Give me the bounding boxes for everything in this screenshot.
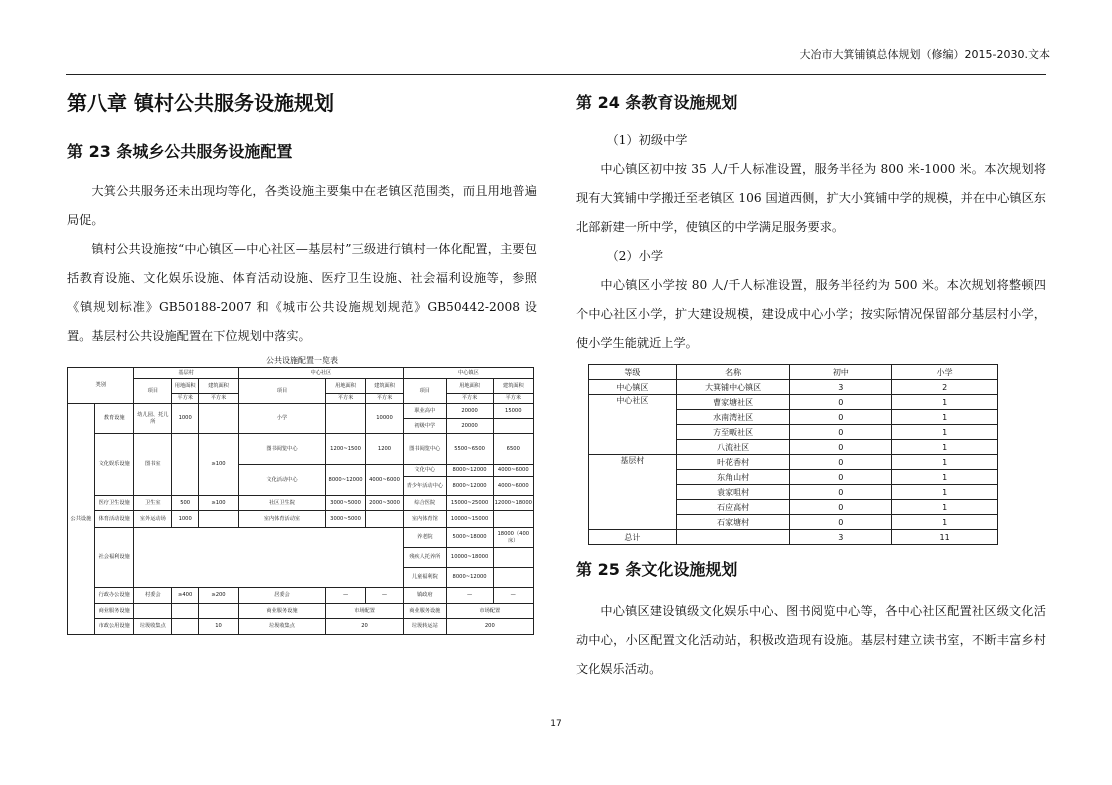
cell: 5000~18000 bbox=[446, 528, 493, 548]
cell: 5500~6500 bbox=[446, 434, 493, 465]
cat-municipal: 市政公用设施 bbox=[94, 619, 134, 635]
table-row-total bbox=[589, 530, 998, 545]
th-land: 用地面积 bbox=[446, 379, 493, 394]
cell bbox=[134, 528, 404, 588]
cell: 养老院 bbox=[403, 528, 446, 548]
cell: 石应高村 bbox=[676, 500, 790, 515]
cell: 图书阅览中心 bbox=[238, 434, 325, 465]
cell: 图书阅览中心 bbox=[403, 434, 446, 465]
paragraph-primary: 中心镇区小学按 80 人/千人标准设置，服务半径约为 500 米。本次规划将整顿四个中心社区小学，扩大建设规模，建设成中心小学；按实际情况保留部分基层村小学，使小学生能就近上学。 bbox=[576, 278, 1046, 350]
cell: 10000 bbox=[366, 404, 404, 434]
cell: ≥100 bbox=[199, 496, 239, 511]
cell: 10000~15000 bbox=[446, 511, 493, 528]
cell: 18000（400 床） bbox=[493, 528, 533, 548]
cell: 商业服务设施 bbox=[403, 604, 446, 619]
header-rule bbox=[66, 74, 1046, 75]
cell: 村委会 bbox=[134, 588, 172, 604]
cell: 0 bbox=[790, 410, 892, 425]
cell: ≥200 bbox=[199, 588, 239, 604]
cell: 3 bbox=[790, 530, 892, 545]
chapter-title: 第八章 镇村公共服务设施规划 bbox=[67, 91, 334, 115]
cell bbox=[493, 419, 533, 434]
cell: 6500 bbox=[493, 434, 533, 465]
th-primary: 小学 bbox=[892, 365, 998, 380]
cell: 1200~1500 bbox=[326, 434, 366, 465]
cell bbox=[199, 604, 239, 619]
cell: 8000~12000 bbox=[446, 465, 493, 477]
cell: 1 bbox=[892, 425, 998, 440]
cell: 1 bbox=[892, 500, 998, 515]
cat-commerce: 商业服务设施 bbox=[94, 604, 134, 619]
cell: 3 bbox=[790, 380, 892, 395]
cell: 0 bbox=[790, 515, 892, 530]
cat-education: 教育设施 bbox=[94, 404, 134, 434]
th-build: 建筑面积 bbox=[493, 379, 533, 394]
cat-admin: 行政办公设施 bbox=[94, 588, 134, 604]
cell: — bbox=[326, 588, 366, 604]
cell: 文化中心 bbox=[403, 465, 446, 477]
table-row bbox=[589, 380, 998, 395]
th-land: 用地面积 bbox=[172, 379, 199, 394]
th-unit: 平方米 bbox=[326, 394, 366, 404]
cell: 20000 bbox=[446, 419, 493, 434]
cell: 中心社区 bbox=[589, 395, 677, 455]
th-unit: 平方米 bbox=[366, 394, 404, 404]
cell: 垃圾收集点 bbox=[238, 619, 325, 635]
cell: 职业高中 bbox=[403, 404, 446, 419]
th-name: 名称 bbox=[676, 365, 790, 380]
cell: 青少年活动中心 bbox=[403, 477, 446, 496]
th-build: 建筑面积 bbox=[199, 379, 239, 394]
table-row bbox=[589, 455, 998, 470]
cell: 总计 bbox=[589, 530, 677, 545]
cat-sport: 体育活动设施 bbox=[94, 511, 134, 528]
th-item: 项目 bbox=[238, 379, 325, 404]
cell: 0 bbox=[790, 395, 892, 410]
cell: 8000~12000 bbox=[446, 568, 493, 588]
cell: 初级中学 bbox=[403, 419, 446, 434]
th-type: 类别 bbox=[68, 368, 134, 404]
cell: 石家塘村 bbox=[676, 515, 790, 530]
cell: — bbox=[446, 588, 493, 604]
cell bbox=[326, 404, 366, 434]
cell: 垃圾收集点 bbox=[134, 619, 172, 635]
section-23-title: 第 23 条城乡公共服务设施配置 bbox=[67, 142, 293, 161]
section-25-title: 第 25 条文化设施规划 bbox=[576, 560, 738, 579]
cell: 1 bbox=[892, 455, 998, 470]
cell: 1000 bbox=[172, 404, 199, 434]
running-header: 大冶市大箕铺镇总体规划（修编）2015-2030.文本 bbox=[799, 48, 1050, 61]
cell: — bbox=[493, 588, 533, 604]
cell: 曹家塘社区 bbox=[676, 395, 790, 410]
cell: 叶花香村 bbox=[676, 455, 790, 470]
cell: ≥400 bbox=[172, 588, 199, 604]
paragraph-1: 大箕公共服务还未出现均等化，各类设施主要集中在老镇区范围类，而且用地普遍局促。 bbox=[67, 184, 537, 227]
cell: 方至畈社区 bbox=[676, 425, 790, 440]
cell: 1 bbox=[892, 440, 998, 455]
cell bbox=[366, 511, 404, 528]
section-24-title: 第 24 条教育设施规划 bbox=[576, 93, 738, 112]
th-item: 项目 bbox=[403, 379, 446, 404]
cell: 袁家咀村 bbox=[676, 485, 790, 500]
left-column bbox=[67, 86, 537, 635]
cell: 室内体育活动室 bbox=[238, 511, 325, 528]
cell bbox=[172, 604, 199, 619]
cell: 小学 bbox=[238, 404, 325, 434]
cell: 1 bbox=[892, 485, 998, 500]
cell: 15000~25000 bbox=[446, 496, 493, 511]
cell: 1 bbox=[892, 410, 998, 425]
cell: 0 bbox=[790, 455, 892, 470]
cell: 大箕铺中心镇区 bbox=[676, 380, 790, 395]
page-number: 17 bbox=[550, 719, 562, 729]
cell: 卫生室 bbox=[134, 496, 172, 511]
th-land: 用地面积 bbox=[326, 379, 366, 394]
cat-welfare: 社会福利设施 bbox=[94, 528, 134, 588]
cell: 0 bbox=[790, 470, 892, 485]
cell bbox=[493, 568, 533, 588]
cell: 0 bbox=[790, 425, 892, 440]
school-table bbox=[588, 364, 998, 545]
th-unit: 平方米 bbox=[446, 394, 493, 404]
cell: 0 bbox=[790, 440, 892, 455]
cell: 200 bbox=[446, 619, 533, 635]
table-header-row bbox=[589, 365, 998, 380]
cell: 10000~18000 bbox=[446, 548, 493, 568]
cell: 图书室 bbox=[134, 434, 172, 496]
cell: 0 bbox=[790, 485, 892, 500]
paragraph-junior: 中心镇区初中按 35 人/千人标准设置，服务半径为 800 米-1000 米。本次规划将现有大箕铺中学搬迁至老镇区 106 国道西侧，扩大小箕铺中学的规模，并在中心镇区东北部新建一所中学，使镇区的中学满足服务要求。 bbox=[576, 162, 1046, 234]
th-item: 项目 bbox=[134, 379, 172, 404]
cell: 市场配置 bbox=[326, 604, 404, 619]
table-row bbox=[589, 395, 998, 410]
cell: 8000~12000 bbox=[446, 477, 493, 496]
cell: 3000~5000 bbox=[326, 511, 366, 528]
cell: 1 bbox=[892, 470, 998, 485]
th-center-town: 中心镇区 bbox=[403, 368, 533, 379]
right-column bbox=[576, 86, 1046, 684]
cell: 室内体育馆 bbox=[403, 511, 446, 528]
cat-public: 公共设施 bbox=[68, 404, 95, 635]
cell: 镇政府 bbox=[403, 588, 446, 604]
cell: 0 bbox=[790, 500, 892, 515]
cell: 居委会 bbox=[238, 588, 325, 604]
th-build: 建筑面积 bbox=[366, 379, 404, 394]
cell: 4000~6000 bbox=[493, 477, 533, 496]
cell: 11 bbox=[892, 530, 998, 545]
cell: 2000~3000 bbox=[366, 496, 404, 511]
cell: 儿童福利院 bbox=[403, 568, 446, 588]
cell: 4000~6000 bbox=[493, 465, 533, 477]
cell: 1000 bbox=[172, 511, 199, 528]
cat-culture: 文化娱乐设施 bbox=[94, 434, 134, 496]
th-center-community: 中心社区 bbox=[238, 368, 403, 379]
cell: 社区卫生院 bbox=[238, 496, 325, 511]
cell: — bbox=[366, 588, 404, 604]
cell: 残疾人托养所 bbox=[403, 548, 446, 568]
cell: 8000~12000 bbox=[326, 465, 366, 496]
paragraph-2: 镇村公共设施按“中心镇区—中心社区—基层村”三级进行镇村一体化配置，主要包括教育设施、文化娱乐设施、体育活动设施、医疗卫生设施、社会福利设施等，参照《镇规划标准》GB50188-2007 和《城市公共设施规划规范》GB50442-2008 设置。基层村公共设施配置在下位规划中落实。 bbox=[67, 242, 537, 343]
subheading-primary: （2）小学 bbox=[606, 249, 664, 263]
th-level: 等级 bbox=[589, 365, 677, 380]
th-unit: 平方米 bbox=[493, 394, 533, 404]
cell bbox=[134, 604, 172, 619]
cell: 20000 bbox=[446, 404, 493, 419]
cell: 15000 bbox=[493, 404, 533, 419]
cell: 综合医院 bbox=[403, 496, 446, 511]
cell bbox=[172, 619, 199, 635]
cell: 东角山村 bbox=[676, 470, 790, 485]
table-caption: 公共设施配置一览表 bbox=[266, 356, 338, 365]
cell: 2 bbox=[892, 380, 998, 395]
cell: 1 bbox=[892, 515, 998, 530]
th-junior: 初中 bbox=[790, 365, 892, 380]
cell bbox=[493, 548, 533, 568]
cell: 八流社区 bbox=[676, 440, 790, 455]
cell: 基层村 bbox=[589, 455, 677, 530]
cell: 市场配置 bbox=[446, 604, 533, 619]
public-facilities-table bbox=[67, 367, 534, 635]
cell: 1200 bbox=[366, 434, 404, 465]
th-unit: 平方米 bbox=[172, 394, 199, 404]
cell: 中心镇区 bbox=[589, 380, 677, 395]
th-basic-village: 基层村 bbox=[134, 368, 238, 379]
cat-medical: 医疗卫生设施 bbox=[94, 496, 134, 511]
th-unit: 平方米 bbox=[199, 394, 239, 404]
cell bbox=[493, 511, 533, 528]
cell: 水南湾社区 bbox=[676, 410, 790, 425]
cell: 500 bbox=[172, 496, 199, 511]
cell: 垃圾转运站 bbox=[403, 619, 446, 635]
cell bbox=[172, 434, 199, 496]
cell: 文化活动中心 bbox=[238, 465, 325, 496]
cell: 10 bbox=[199, 619, 239, 635]
cell: 12000~18000 bbox=[493, 496, 533, 511]
cell bbox=[199, 404, 239, 434]
cell: 商业服务设施 bbox=[238, 604, 325, 619]
cell: 20 bbox=[326, 619, 404, 635]
cell: 1 bbox=[892, 395, 998, 410]
cell: 幼儿园、托儿所 bbox=[134, 404, 172, 434]
subheading-junior: （1）初级中学 bbox=[606, 133, 688, 147]
cell bbox=[199, 511, 239, 528]
paragraph-culture: 中心镇区建设镇级文化娱乐中心、图书阅览中心等，各中心社区配置社区级文化活动中心，小区配置文化活动站，积极改造现有设施。基层村建立读书室，不断丰富乡村文化娱乐活动。 bbox=[576, 604, 1046, 676]
cell bbox=[676, 530, 790, 545]
cell: ≥100 bbox=[199, 434, 239, 496]
cell: 室外运动场 bbox=[134, 511, 172, 528]
cell: 3000~5000 bbox=[326, 496, 366, 511]
cell: 4000~6000 bbox=[366, 465, 404, 496]
